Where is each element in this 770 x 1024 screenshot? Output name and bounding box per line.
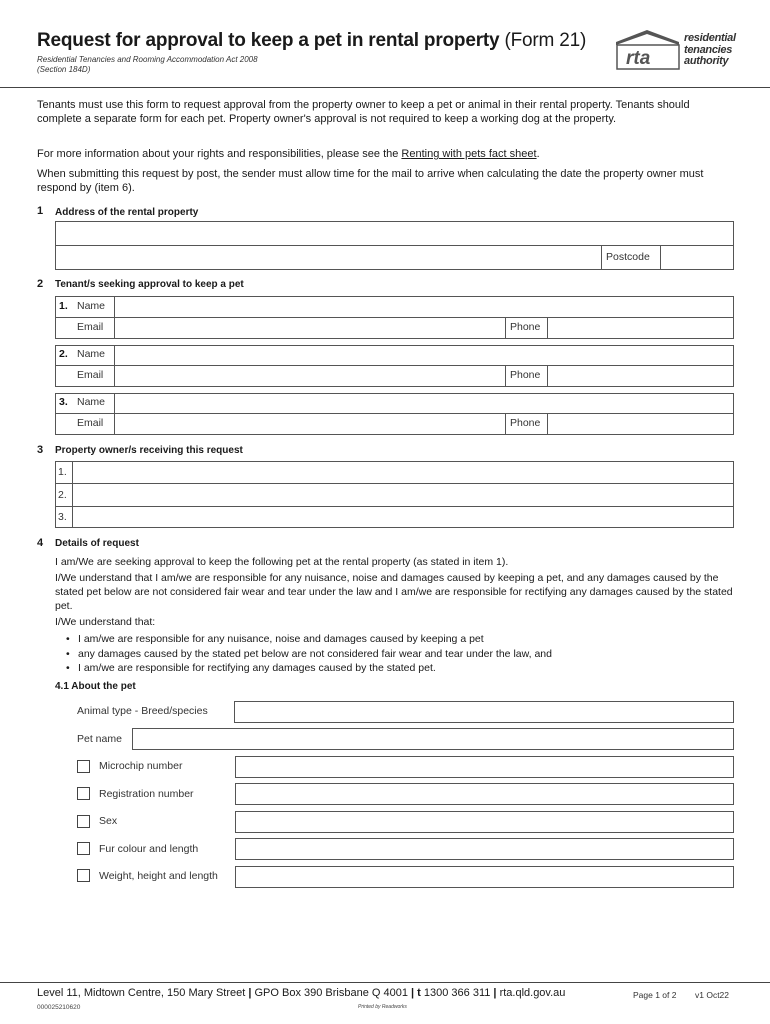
tenant-3-name-field[interactable] [115,394,733,413]
section-4-number: 4 [37,537,44,549]
tenant-3-phone-label: Phone [510,417,541,429]
owner-2-number: 2. [58,489,67,501]
responsibility-statement: I/We understand that I am/we are responsible for any nuisance, noise and damages caused by keeping a pet, and any damages caused by the stated pet below are not considered fair wear and tear under the law and I am/we are responsible for rectifying any damages caused by the stated pet. [55,572,733,612]
header-rule [0,87,770,88]
fur-field[interactable] [235,838,734,860]
form-code: 000025210620 [37,1004,81,1011]
act-reference: Residential Tenancies and Rooming Accommodation Act 2008 (Section 184D) [37,55,258,74]
printed-by: Printed by Readworks [358,1004,407,1010]
sex-label: Sex [99,815,118,827]
weight-label: Weight, height and length [99,870,218,882]
tenant-2-phone-label: Phone [510,369,541,381]
owner-2-field[interactable] [73,484,733,506]
registration-checkbox[interactable] [77,787,90,800]
tenant-2-name-field[interactable] [115,346,733,365]
tenant-3-phone-field[interactable] [548,414,733,434]
section-1-title: Address of the rental property [55,207,199,218]
tenant-2-phone-field[interactable] [548,366,733,386]
pet-name-field[interactable] [132,728,734,750]
tenant-2-email-field[interactable] [115,366,505,386]
tenant-3-email-field[interactable] [115,414,505,434]
form-title: Request for approval to keep a pet in rental property (Form 21) [37,30,587,51]
weight-field[interactable] [235,866,734,888]
tenant-1-name-label: Name [77,300,106,312]
page-number: Page 1 of 2 [633,990,677,1000]
request-statement: I am/We are seeking approval to keep the following pet at the rental property (as stated in item 1). [55,556,509,568]
list-item: • I am/we are responsible for any nuisance, noise and damages caused by keeping a pet [66,632,552,647]
tenant-3-name-label: Name [77,396,106,408]
registration-label: Registration number [99,788,194,800]
tenant-1-email-field[interactable] [115,318,505,338]
section-2-title: Tenant/s seeking approval to keep a pet [55,279,244,290]
fur-label: Fur colour and length [99,843,199,855]
microchip-label: Microchip number [99,760,183,772]
weight-checkbox[interactable] [77,869,90,882]
animal-type-field[interactable] [234,701,734,723]
tenant-1-name-field[interactable] [115,297,733,317]
owner-1-field[interactable] [73,462,733,483]
about-pet-title: 4.1 About the pet [55,681,136,692]
tenant-2-name-label: Name [77,348,106,360]
tenant-2-number: 2. [59,348,68,360]
svg-text:rta: rta [626,48,651,69]
section-4-title: Details of request [55,538,139,549]
section-2-number: 2 [37,278,44,290]
postcode-label: Postcode [606,251,650,263]
fur-checkbox[interactable] [77,842,90,855]
owner-3-field[interactable] [73,507,733,527]
microchip-checkbox[interactable] [77,760,90,773]
footer-rule [0,982,770,983]
address-field[interactable] [56,222,733,245]
section-3-title: Property owner/s receiving this request [55,445,243,456]
post-paragraph: When submitting this request by post, the sender must allow time for the mail to arrive when calculating the date the property owner must respond by (item 6). [37,168,704,194]
tenant-3-number: 3. [59,396,68,408]
microchip-field[interactable] [235,756,734,778]
intro-paragraph: Tenants must use this form to request approval from the property owner to keep a pet or animal in their rental property. Tenants should complete a separate form for each pet. Property owner's approval is not required to keep a working dog at the property. [37,99,690,125]
owner-3-number: 3. [58,511,67,523]
postcode-field[interactable] [661,246,733,269]
section-1-number: 1 [37,205,44,217]
form-version: v1 Oct22 [695,990,730,1000]
tenant-1-phone-label: Phone [510,321,541,333]
section-3-number: 3 [37,444,44,456]
tenant-1-email-label: Email [77,321,104,333]
registration-field[interactable] [235,783,734,805]
website-link: rta.qld.gov.au [499,987,566,999]
tenant-2-email-label: Email [77,369,104,381]
owner-1-number: 1. [58,466,67,478]
footer-contact: Level 11, Midtown Centre, 150 Mary Street | GPO Box 390 Brisbane Q 4001 | t 1300 366 311 | rta.qld.gov.au [37,987,566,999]
fact-sheet-link[interactable]: Renting with pets fact sheet [401,148,537,160]
understanding-list [66,632,552,676]
understand-statement: I/We understand that: [55,616,156,628]
tenant-3-email-label: Email [77,417,104,429]
rta-logo-text: residential tenancies authority [684,32,736,67]
list-item: • I am/we are responsible for rectifying any damages caused by the stated pet. [66,661,552,676]
tenant-1-phone-field[interactable] [548,318,733,338]
sex-field[interactable] [235,811,734,833]
list-item: • any damages caused by the stated pet below are not considered fair wear and tear under the law, and [66,647,552,662]
tenant-1-number: 1. [59,300,68,312]
animal-type-label: Animal type - Breed/species [77,705,208,717]
pet-name-label: Pet name [77,733,122,745]
sex-checkbox[interactable] [77,815,90,828]
info-paragraph: For more information about your rights and responsibilities, please see the Renting with pets fact sheet. [37,148,540,160]
